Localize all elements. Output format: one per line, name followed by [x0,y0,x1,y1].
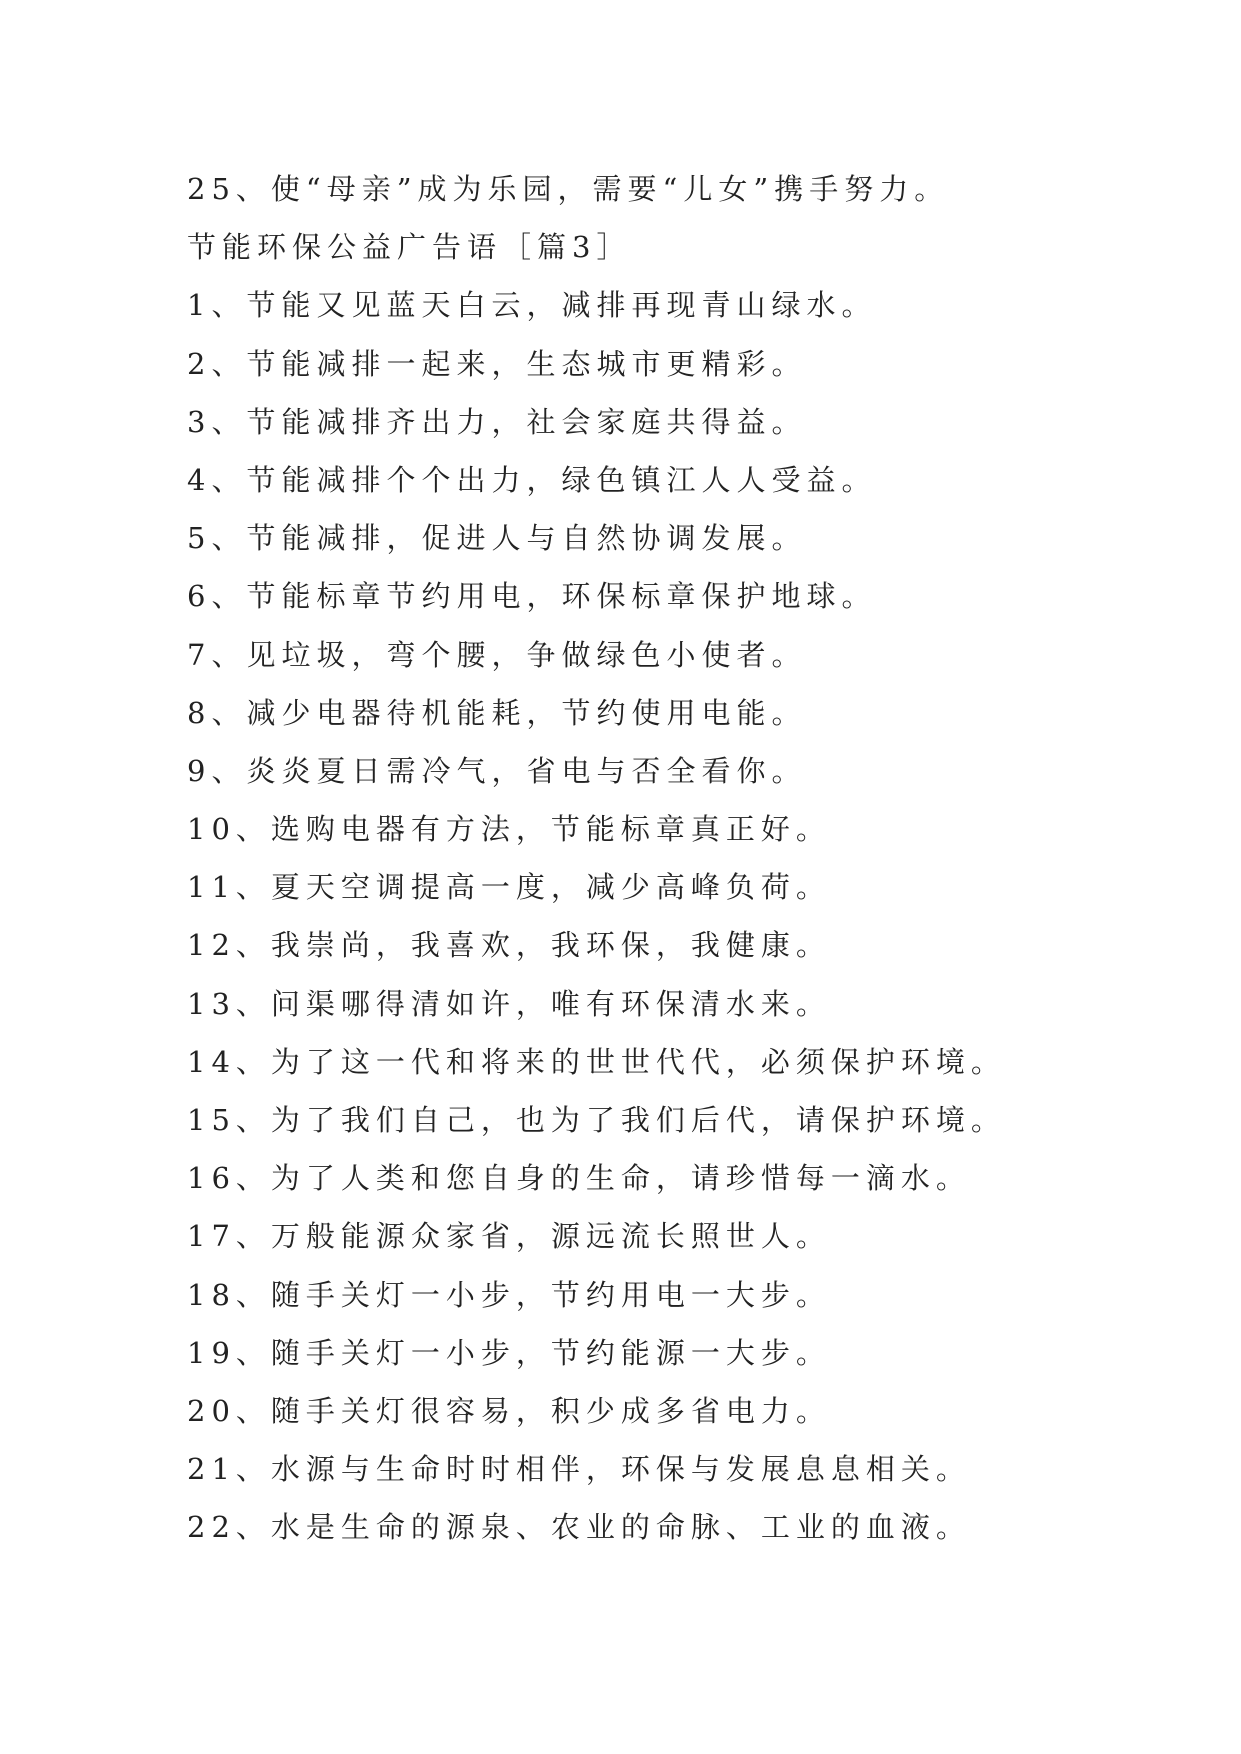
text-line: 13、问渠哪得清如许，唯有环保清水来。 [187,986,831,1021]
text-line: 6、节能标章节约用电，环保标章保护地球。 [187,579,877,614]
text-line: 25、使“母亲”成为乐园，需要“儿女”携手努力。 [187,172,950,206]
text-line: 12、我崇尚，我喜欢，我环保，我健康。 [187,928,831,963]
text-line: 18、随手关灯一小步，节约用电一大步。 [187,1277,831,1312]
text-line: 7、见垃圾，弯个腰，争做绿色小使者。 [187,637,807,672]
text-line: 1、节能又见蓝天白云，减排再现青山绿水。 [187,288,877,323]
text-line: 2、节能减排一起来，生态城市更精彩。 [187,346,807,381]
text-line: 21、水源与生命时时相伴，环保与发展息息相关。 [187,1452,971,1487]
text-line: 14、为了这一代和将来的世世代代，必须保护环境。 [187,1044,1006,1079]
text-line: 9、炎炎夏日需冷气，省电与否全看你。 [187,753,807,788]
text-line: 4、节能减排个个出力，绿色镇江人人受益。 [187,462,877,497]
text-line: 10、选购电器有方法，节能标章真正好。 [187,812,831,847]
text-line: 22、水是生命的源泉、农业的命脉、工业的血液。 [187,1510,971,1545]
text-line: 20、随手关灯很容易，积少成多省电力。 [187,1393,831,1428]
document-body [187,160,1187,1557]
text-line: 8、减少电器待机能耗，节约使用电能。 [187,695,807,730]
text-line: 15、为了我们自己，也为了我们后代，请保护环境。 [187,1103,1006,1137]
text-line: 16、为了人类和您自身的生命，请珍惜每一滴水。 [187,1161,971,1196]
section-heading: 节能环保公益广告语［篇3］ [187,230,632,265]
text-line: 3、节能减排齐出力，社会家庭共得益。 [187,404,807,439]
text-line: 19、随手关灯一小步，节约能源一大步。 [187,1335,831,1370]
text-line: 11、夏天空调提高一度，减少高峰负荷。 [187,870,831,905]
text-line: 17、万般能源众家省，源远流长照世人。 [187,1219,831,1254]
text-line: 5、节能减排，促进人与自然协调发展。 [187,521,807,556]
